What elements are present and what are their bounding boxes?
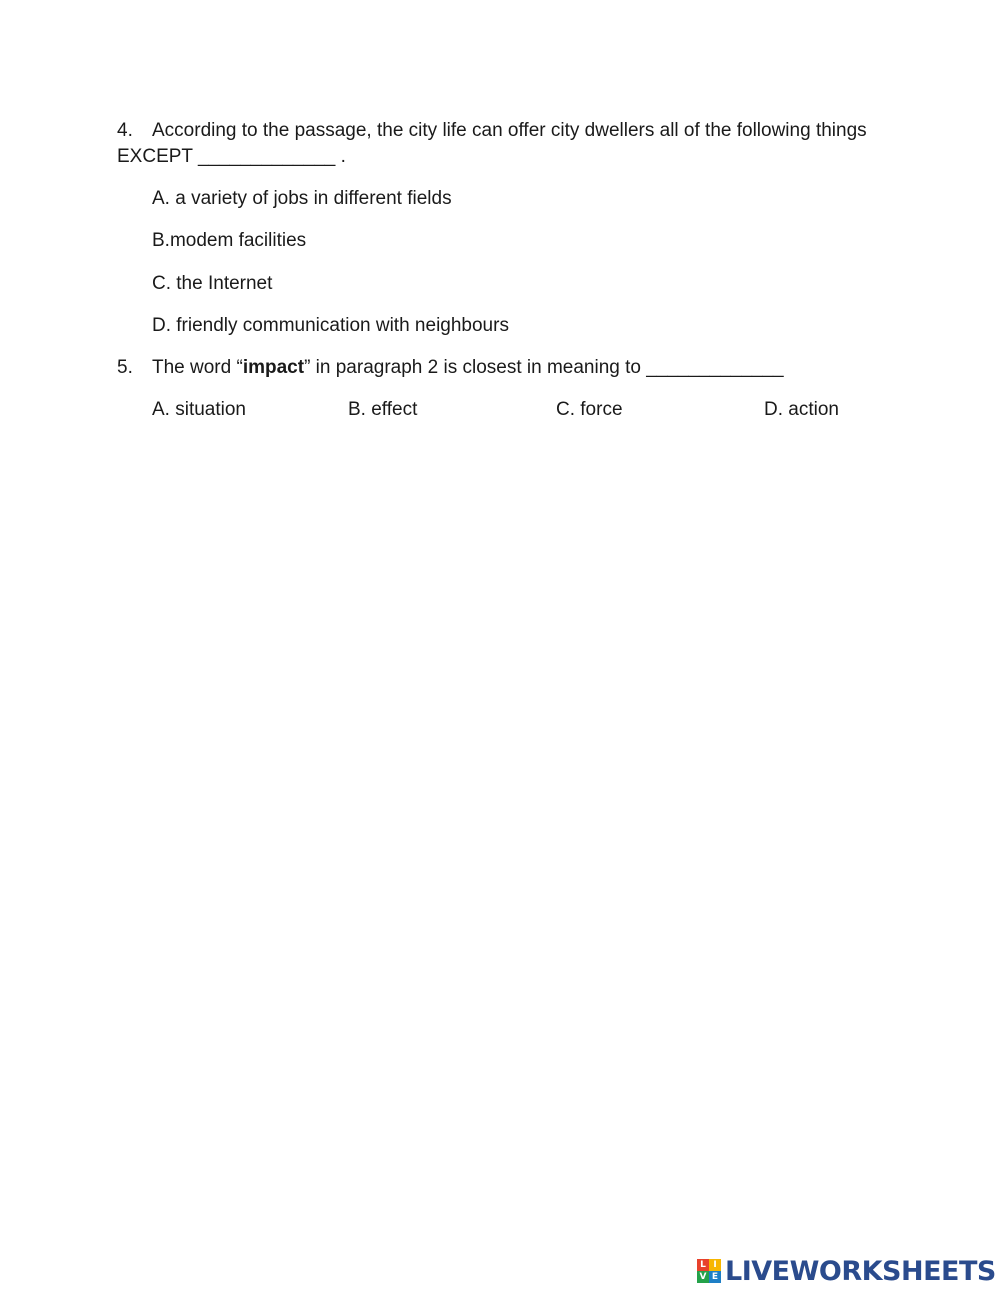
question-5-option-c[interactable]: C. force (556, 399, 623, 420)
question-4-option-a[interactable]: A. a variety of jobs in different fields (152, 188, 452, 209)
question-5-keyword: impact (242, 357, 305, 378)
question-5-text-after: ” in paragraph 2 is closest in meaning to _____________ (304, 357, 784, 378)
question-5-text-before: The word “ (152, 357, 243, 378)
question-5-option-b[interactable]: B. effect (348, 399, 418, 420)
question-4-number: 4. (117, 120, 133, 141)
question-4-option-d[interactable]: D. friendly communication with neighbours (152, 315, 509, 336)
question-5-number: 5. (117, 357, 133, 378)
liveworksheets-logo (697, 1255, 996, 1287)
question-4-option-c[interactable]: C. the Internet (152, 273, 273, 294)
question-4-option-b[interactable]: B.modem facilities (152, 230, 307, 251)
question-5-option-a[interactable]: A. situation (152, 399, 246, 420)
question-5-option-d[interactable]: D. action (764, 399, 839, 420)
question-5-line (117, 356, 784, 380)
logo-mark-icon: L I V E (697, 1259, 721, 1283)
logo-text: LIVEWORKSHEETS (725, 1255, 996, 1287)
question-4-text: According to the passage, the city life can offer city dwellers all of the following things (152, 120, 867, 141)
question-4-line-1 (117, 119, 867, 143)
question-4-line-2: EXCEPT _____________ . (117, 146, 346, 167)
